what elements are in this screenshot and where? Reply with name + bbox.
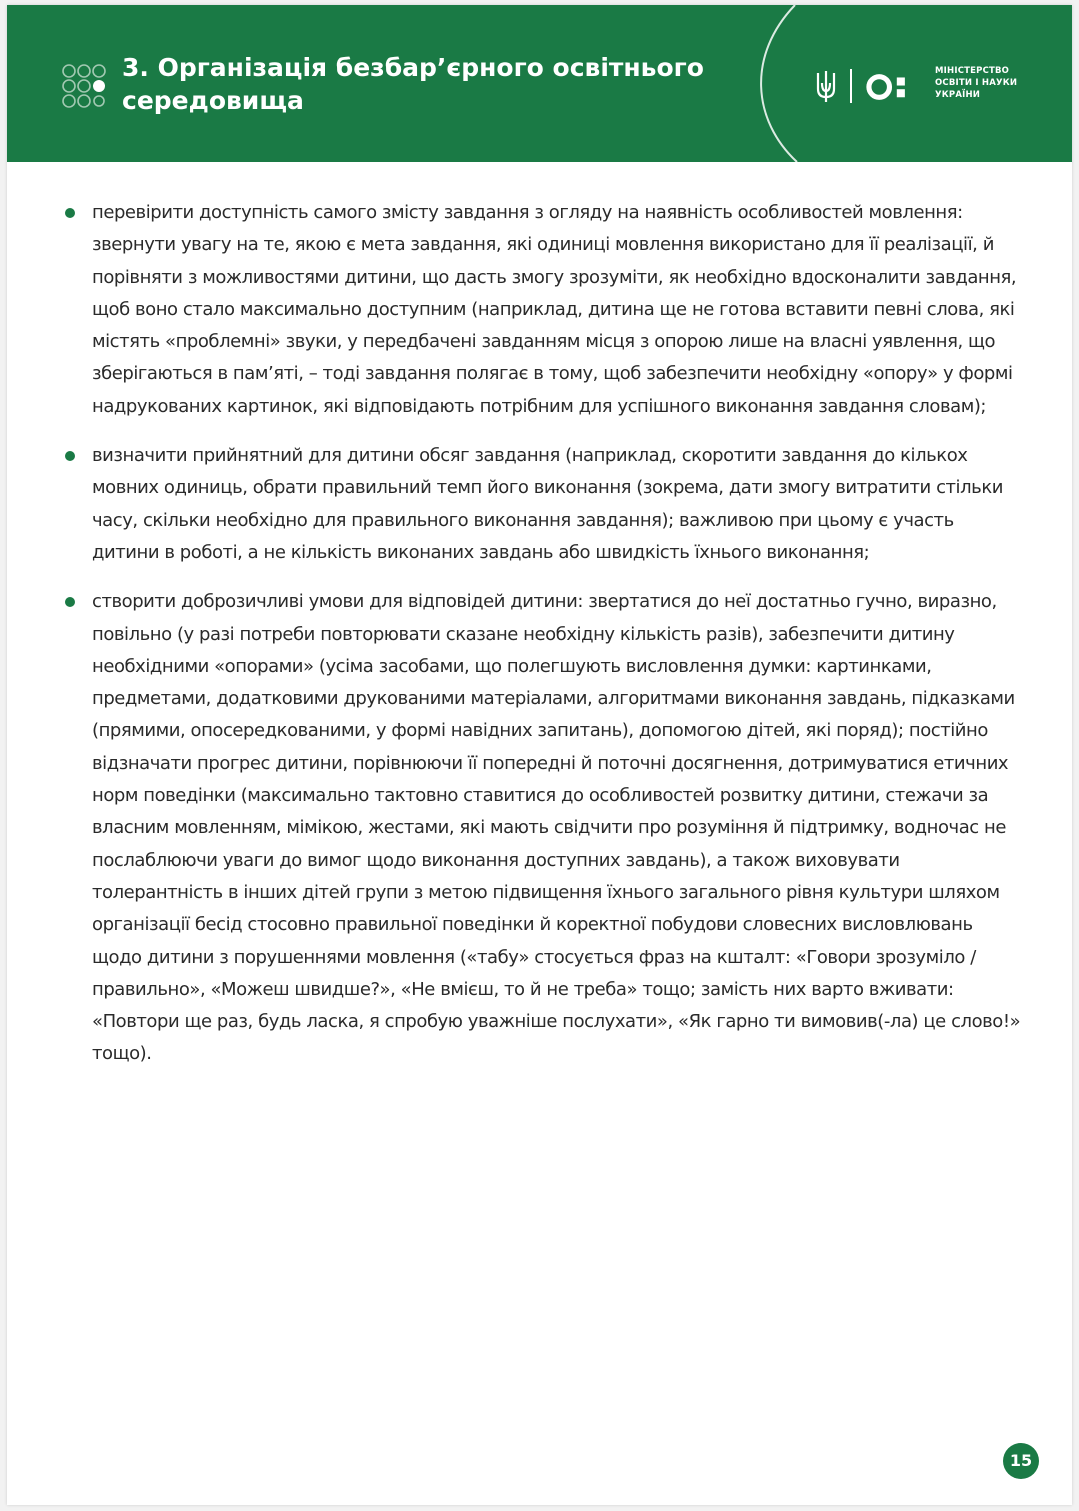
list-item (62, 586, 1022, 1070)
bullet-icon (65, 208, 75, 218)
page-number: 15 (1003, 1443, 1039, 1479)
page-title: 3. Організація безбар’єрного освітнього середовища (122, 53, 704, 115)
bullet-list (62, 197, 1022, 1088)
logo-divider (850, 69, 852, 103)
list-item-text: визначити прийнятний для дитини обсяг завдання (наприклад, скоротити завдання до кількох мовних одиниць, обрати правильний темп його виконання (зокрема, дати змогу витратити стільки часу, скільки необхідно для правильного виконання завдання); важливою при цьому є участь дитини в роботі, а не кількість виконаних завдань або швидкість їхнього виконання; (92, 445, 1003, 563)
list-item-text: створити доброзичливі умови для відповідей дитини: звертатися до неї достатньо гучно, виразно, повільно (у разі потреби повторювати сказане необхідну кількість разів), забезпечити дитину необхідними «опорами» (усіма засобами, що полегшують висловлення думки: картинками, предметами, додатковими друкованими матеріалами, алгоритмами виконання завдань, підказками (прямими, опосередкованими, у формі навідних запитань), допомогою дітей, які поряд); постійно відзначати прогрес дитини, порівнюючи її попередні й поточні досягнення, дотримуватися етичних норм поведінки (максимально тактовно ставитися до особливостей розвитку дитини, стежачи за власним мовленням, мімікою, жестами, які мають свідчити про розуміння й підтримку, водночас не послаблюючи уваги до вимог щодо виконання доступних завдань), а також виховувати толерантність в інших дітей групи з метою підвищення їхнього загального рівня культури шляхом організації бесід стосовно правильної поведінки й коректної побудови словесних висловлювань щодо дитини з порушеннями мовлення («табу» стосується фраз на кшталт: «Говори зрозуміло / правильно», «Можеш швидше?», «Не вмієш, то й не треба» тощо; замість них варто вживати: «Повтори ще раз, будь ласка, я спробую уважніше послухати», «Як гарно ти вимовив(-ла) це слово!» тощо). (92, 591, 1021, 1065)
list-item (62, 440, 1022, 569)
ministry-name (935, 65, 1045, 101)
dots-pattern-icon (61, 63, 107, 109)
page-header (7, 5, 1072, 162)
list-item-text: перевірити доступність самого змісту завдання з огляду на наявність особливостей мовлення: звернути увагу на те, якою є мета завдання, які одиниці мовлення використано для її реалізації, й порівняти з можливостями дитини, що дасть змогу зрозуміти, як необхідно вдосконалити завдання, щоб воно стало максимально доступним (наприклад, дитина ще не готова вставити певні слова, які містять «проблемні» звуки, у передбачені завданням місця з опорою лише на власні уявлення, що зберігаються в пам’яті, – тоді завдання полягає в тому, щоб забезпечити необхідну «опору» у формі надрукованих картинок, які відповідають потрібним для успішного виконання завдання словам); (92, 202, 1017, 417)
ministry-line: ОСВІТИ І НАУКИ (935, 78, 1018, 88)
bullet-icon (65, 451, 75, 461)
list-item (62, 197, 1022, 423)
ministry-line: УКРАЇНИ (935, 90, 981, 100)
ministry-line: МІНІСТЕРСТВО (935, 66, 1010, 76)
ministry-logo-icon (866, 65, 910, 109)
bullet-icon (65, 597, 75, 607)
document-page (7, 5, 1072, 1505)
trident-icon (815, 69, 837, 103)
